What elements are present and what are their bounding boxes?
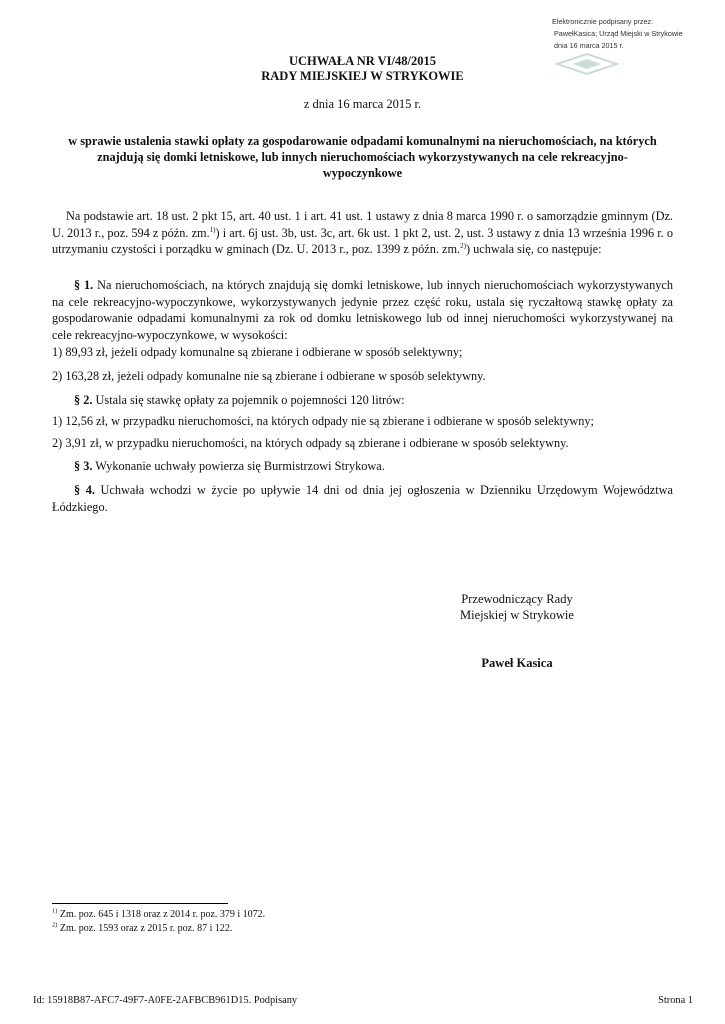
paragraph-2-label: § 2.: [74, 393, 93, 407]
footnote-2: [52, 923, 232, 935]
document-id: Id: 15918B87-AFC7-49F7-A0FE-2AFBCB961D15. Podpisany: [33, 995, 298, 1006]
preamble: [52, 208, 673, 258]
paragraph-1-label: § 1.: [74, 278, 94, 292]
paragraph-3: [52, 458, 673, 475]
preamble-text-a: Na podstawie art. 18 ust. 2 pkt 15, art. 40 ust. 1 i art. 41 ust. 1 ustawy z dnia 8 marca 1990 r. o samorządzie gminnym (Dz. U. 2013 r., poz. 594 z późn. zm.: [52, 209, 673, 240]
footnote-1-number: 1): [52, 907, 58, 915]
signature-line-2: PawełKasica; Urząd Miejski w Strykowie: [554, 29, 683, 38]
preamble-text-c: ) uchwala się, co następuje:: [465, 242, 602, 256]
paragraph-1-text: Na nieruchomościach, na których znajdują się domki letniskowe, lub innych nieruchomościach wykorzystywanych na cele rekreacyjno-wypoczynkowe, wykorzystywanych jedynie przez część roku, ustala się ryczałtową stawkę opłaty za gospodarowanie odpadami komunalnymi za rok od domku letniskowego lub od innej nieruchomości wykorzystywanej na cele rekreacyjno-wypoczynkowe, w wysokości:: [52, 278, 674, 342]
footnote-divider: [52, 903, 228, 904]
paragraph-2-item-2: 2) 3,91 zł, w przypadku nieruchomości, na których odpady są zbierane i odbierane w sposób selektywny.: [52, 436, 569, 450]
paragraph-2: [52, 392, 673, 409]
paragraph-3-text: Wykonanie uchwały powierza się Burmistrzowi Strykowa.: [92, 459, 385, 473]
paragraph-1-item-2: 2) 163,28 zł, jeżeli odpady komunalne nie są zbierane i odbierane w sposób selektywny.: [52, 369, 486, 383]
footnote-ref-1: 1): [209, 225, 216, 234]
signature-line-3: dnia 16 marca 2015 r.: [554, 41, 624, 50]
resolution-date: z dnia 16 marca 2015 r.: [303, 97, 422, 111]
footnote-1-text: Zm. poz. 645 i 1318 oraz z 2014 r. poz. 379 i 1072.: [57, 909, 266, 920]
electronic-signature-note: [552, 16, 722, 52]
signature-line-1: Elektronicznie podpisany przez:: [552, 17, 654, 26]
council-name: RADY MIEJSKIEJ W STRYKOWIE: [261, 69, 464, 83]
paragraph-1: [52, 277, 673, 343]
paragraph-4: [52, 482, 673, 515]
resolution-subject: w sprawie ustalenia stawki opłaty za gospodarowanie odpadami komunalnymi na nieruchomościach, na których znajdują się domki letniskowe, lub innych nieruchomościach wykorzystywanych na cele rekreacyjno-wypoczynkowe: [68, 134, 657, 180]
page-number: Strona 1: [658, 995, 693, 1006]
footnote-ref-2: 2): [460, 241, 466, 250]
paragraph-4-text: Uchwała wchodzi w życie po upływie 14 dni od dnia jej ogłoszenia w Dzienniku Urzędowym Województwa Łódzkiego.: [52, 483, 673, 514]
footnote-1: [52, 909, 265, 921]
signer-role-line-2: Miejskiej w Strykowie: [460, 608, 574, 622]
paragraph-2-item-1: 1) 12,56 zł, w przypadku nieruchomości, na których odpady nie są zbierane i odbierane w sposób selektywny;: [52, 414, 594, 428]
paragraph-2-text: Ustala się stawkę opłaty za pojemnik o pojemności 120 litrów:: [92, 393, 405, 407]
resolution-number: UCHWAŁA NR VI/48/2015: [288, 54, 436, 68]
signer-role-line-1: Przewodniczący Rady: [461, 592, 573, 606]
footnote-2-number: 2): [52, 921, 58, 929]
paragraph-1-item-1: 1) 89,93 zł, jeżeli odpady komunalne są zbierane i odbierane w sposób selektywny;: [52, 345, 463, 359]
footnote-2-text: Zm. poz. 1593 oraz z 2015 r. poz. 87 i 122.: [57, 923, 233, 934]
signer-name: Paweł Kasica: [481, 656, 553, 670]
preamble-text-b: ) i art. 6j ust. 3b, ust. 3c, art. 6k ust. 1 pkt 2, ust. 2, ust. 3 ustawy z dnia 13 września 1996 r. o utrzymaniu czystości i porządku w gminach (Dz. U. 2013 r., poz. 1399 z późn. zm.: [52, 225, 673, 256]
paragraph-4-label: § 4.: [74, 483, 95, 497]
paragraph-3-label: § 3.: [74, 459, 93, 473]
